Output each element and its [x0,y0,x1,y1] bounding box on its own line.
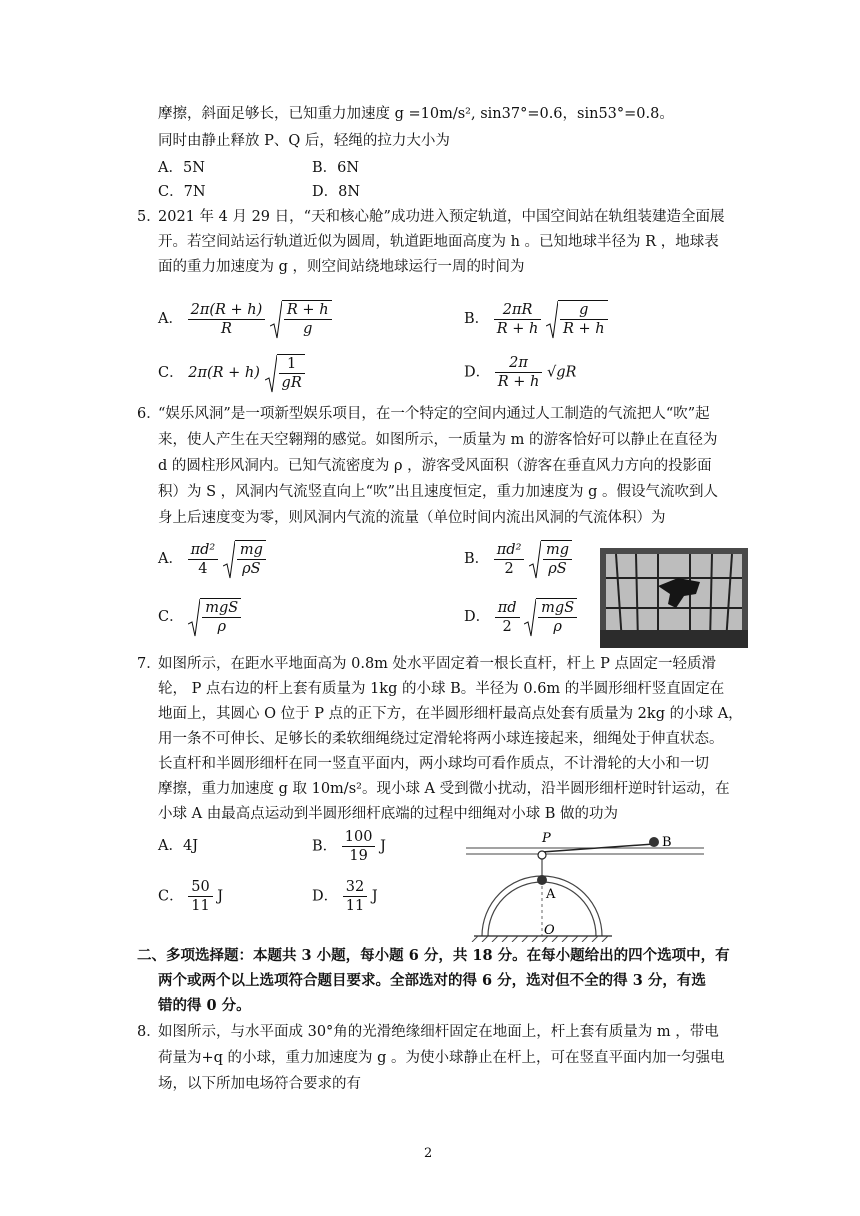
q4-option-b: B．6N [312,160,360,176]
q5-c-sqrt: $\frac{1}{gR}$ [265,354,305,392]
q6-line3: d 的圆柱形风洞内。已知气流密度为 ρ ，游客受风面积（游客在垂直风力方向的投影面 [158,458,712,474]
q6-label-c: C． [158,609,184,625]
q7-figure [462,830,708,942]
q5-line2: 开。若空间站运行轨道近似为圆周，轨道距地面高度为 h 。已知地球半径为 R ，地球表 [158,234,719,250]
q5-b-fraction: $\frac{2\pi R}{R + h}$ [494,301,542,338]
q7-line2: 轮， P 点右边的杆上套有质量为 1kg 的小球 B。半径为 0.6m 的半圆形细杆竖直固定在 [158,681,725,697]
q5-number: 5． [137,209,161,225]
q7-option-b: B． $\frac{100}{19}$ J [312,829,386,864]
section2-line3: 错的得 0 分。 [158,997,251,1014]
q5-label-d: D． [464,364,491,381]
q5-d-fraction: $\frac{2\pi}{R + h}$ [495,354,543,391]
q5-option-b [464,300,608,338]
q6-option-d: D． $\frac{\pi d}{2}$ $\frac{\text{mgS}}{\rho}$ [464,598,577,636]
q8-line3: 场，以下所加电场符合要求的有 [158,1076,361,1092]
q5-option-a [158,300,332,338]
q6-line1: “娱乐风洞”是一项新型娱乐项目，在一个特定的空间内通过人工制造的气流把人“吹”起 [158,406,710,422]
q7-line5: 长直杆和半圆形细杆在同一竖直平面内，两小球均可看作质点，不计滑轮的大小和一切 [158,756,709,772]
q5-a-fraction: $\frac{2\pi(R + h)}{R}$ [188,301,266,338]
q7-line7: 小球 A 由最高点运动到半圆形细杆底端的过程中细绳对小球 B 做的功为 [158,806,619,822]
q7-option-c: C． $\frac{50}{11}$ J [158,879,224,914]
fig-label-a: A [546,887,556,902]
q5-a-sqrt: $\frac{R + h}{g}$ [270,300,332,338]
q8-line1: 如图所示，与水平面成 30°角的光滑绝缘细杆固定在地面上，杆上套有质量为 m ，带电 [158,1024,719,1040]
q8-line2: 荷量为+q 的小球，重力加速度为 g 。为使小球静止在杆上，可在竖直平面内加一匀强电 [158,1050,725,1066]
wind-tunnel-photo [600,548,748,648]
q5-label-a: A． [158,311,183,327]
fig-label-p: P [542,831,551,846]
q7-line1: 如图所示，在距水平地面高为 0.8m 处水平固定着一根长直杆，杆上 P 点固定一轻质滑 [158,656,716,672]
q6-line5: 身上后速度变为零，则风洞内气流的流量（单位时间内流出风洞的气流体积）为 [158,510,666,526]
q6-option-a: A． $\frac{\text{πd²}}{4}$ $\frac{mg}{\rho S}$ [158,540,266,578]
fig-label-o: O [544,923,555,938]
q6-line2: 来，使人产生在天空翱翔的感觉。如图所示，一质量为 m 的游客恰好可以静止在直径为 [158,432,718,448]
q5-option-c: C． 2π(R + h) $\frac{1}{gR}$ [158,354,305,392]
section2-line1: 二、多项选择题：本题共 3 小题，每小题 6 分，共 18 分。在每小题给出的四个选项中，有 [137,947,730,964]
q5-label-b: B． [464,311,490,327]
q6-option-c: C． $\frac{\text{mgS}}{\rho}$ [158,598,241,636]
q6-label-b: B． [464,551,490,567]
q7-number: 7． [137,656,161,672]
q4-option-d: D．8N [312,184,361,200]
q7-line6: 摩擦，重力加速度 g 取 10m/s²。现小球 A 受到微小扰动，沿半圆形细杆逆时针运动，在 [158,781,730,797]
q5-option-d: D． $\frac{2\pi}{R + h}$ √gR [464,355,577,390]
q7-option-a: A．4J [158,838,199,854]
q6-label-d: D． [464,609,491,625]
section2-line2: 两个或两个以上选项符合题目要求。全部选对的得 6 分，选对但不全的得 3 分，有选 [158,972,706,989]
q6-line4: 积）为 S ，风洞内气流竖直向上“吹”出且速度恒定，重力加速度为 g 。假设气流吹到人 [158,484,718,500]
q7-line3: 地面上，其圆心 O 位于 P 点的正下方，在半圆形细杆最高点处套有质量为 2kg 的小球 A， [158,706,743,722]
q5-b-sqrt: $\frac{g}{R + h}$ [546,300,608,338]
q7-option-d: D． $\frac{32}{11}$ J [312,879,378,914]
page-number: 2 [424,1146,433,1161]
q6-number: 6． [137,406,161,422]
q5-label-c: C． [158,365,184,381]
q6-label-a: A． [158,551,183,567]
fig-label-b: B [662,835,672,850]
q4-line1: 摩擦，斜面足够长，已知重力加速度 g =10m/s², sin37°=0.6，sin53°=0.8。 [158,106,674,122]
q6-option-b: B． $\frac{\text{πd²}}{2}$ $\frac{mg}{\rho S}$ [464,540,572,578]
q5-line3: 面的重力加速度为 g ，则空间站绕地球运行一周的时间为 [158,259,525,275]
q5-line1: 2021 年 4 月 29 日，“天和核心舱”成功进入预定轨道，中国空间站在轨组装建造全面展 [158,209,725,225]
q4-option-a: A．5N [158,160,205,176]
q7-line4: 用一条不可伸长、足够长的柔软细绳绕过定滑轮将两小球连接起来，细绳处于伸直状态。 [158,731,724,747]
q4-option-c: C．7N [158,184,206,200]
q8-number: 8． [137,1024,161,1040]
q4-line2: 同时由静止释放 P、Q 后，轻绳的拉力大小为 [158,133,450,149]
